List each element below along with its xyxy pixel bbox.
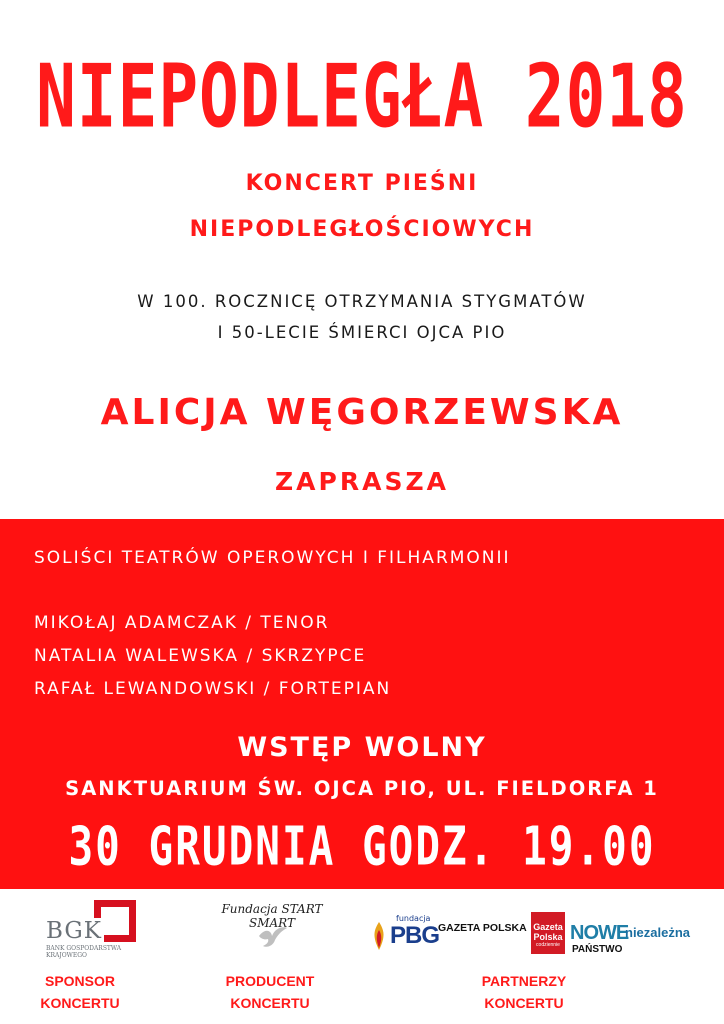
partners-label — [464, 970, 584, 1014]
producer-label-line1: PRODUCENT — [225, 973, 315, 989]
partners-label-line2: KONCERTU — [484, 995, 564, 1011]
poster-title: NIEPODLEGŁA 2018 — [36, 46, 688, 148]
gazeta-polska-logo: GAZETA POLSKA — [438, 922, 527, 934]
niezalezna-logo: niezależna — [625, 925, 691, 940]
event-datetime: 30 GRUDNIA GODZ. 19.00 — [68, 815, 656, 878]
nowe-panstwo-logo — [570, 914, 629, 956]
panstwo-label: PAŃSTWO — [572, 944, 623, 955]
free-entry-text: WSTĘP WOLNY — [237, 732, 487, 763]
bgk-logo-subtitle: BANK GOSPODARSTWA KRAJOWEGO — [46, 945, 122, 959]
occasion-line2: I 50-LECIE ŚMIERCI OJCA PIO — [217, 323, 507, 342]
partners-label-line1: PARTNERZY — [481, 973, 567, 989]
host-name: ALICJA WĘGORZEWSKA — [100, 392, 624, 433]
invites-text: ZAPRASZA — [275, 467, 449, 496]
gazeta-polska-codziennie-logo — [531, 912, 565, 954]
bgk-logo — [46, 900, 141, 962]
producer-label-line2: KONCERTU — [230, 995, 310, 1011]
sponsor-label-line1: SPONSOR — [44, 973, 115, 989]
partner-logos — [362, 912, 702, 958]
bgk-logo-text: BGK — [46, 918, 102, 944]
fundacja-logo-text: Fundacja START SMART — [221, 902, 323, 930]
performer-2: NATALIA WALEWSKA / SKRZYPCE — [34, 646, 367, 666]
venue-address: SANKTUARIUM ŚW. OJCA PIO, UL. FIELDORFA 1 — [65, 777, 659, 800]
dove-icon — [255, 922, 289, 952]
performer-3: RAFAŁ LEWANDOWSKI / FORTEPIAN — [34, 679, 392, 699]
gp-codzienne-title: Gazeta Polska — [533, 922, 563, 942]
nowe-label: NOWE — [570, 922, 629, 944]
producer-label — [208, 970, 332, 1014]
occasion-line1: W 100. ROCZNICĘ OTRZYMANIA STYGMATÓW — [137, 292, 587, 311]
performer-1: MIKOŁAJ ADAMCZAK / TENOR — [34, 613, 330, 633]
sponsor-label — [20, 970, 140, 1014]
concert-subtitle-line2: NIEPODLEGŁOŚCIOWYCH — [189, 217, 535, 242]
pbg-flame-icon — [372, 922, 386, 950]
pbg-label: PBG — [390, 922, 440, 949]
concert-subtitle-line1: KONCERT PIEŚNI — [245, 171, 479, 196]
pbg-small-label: fundacja — [396, 914, 431, 923]
fundacja-pbg-logo — [368, 914, 440, 954]
fundacja-start-smart-logo — [213, 902, 331, 962]
gp-codzienne-sub: codziennie — [536, 942, 560, 948]
sponsor-label-line2: KONCERTU — [40, 995, 120, 1011]
soloists-heading: SOLIŚCI TEATRÓW OPEROWYCH I FILHARMONII — [34, 548, 511, 568]
